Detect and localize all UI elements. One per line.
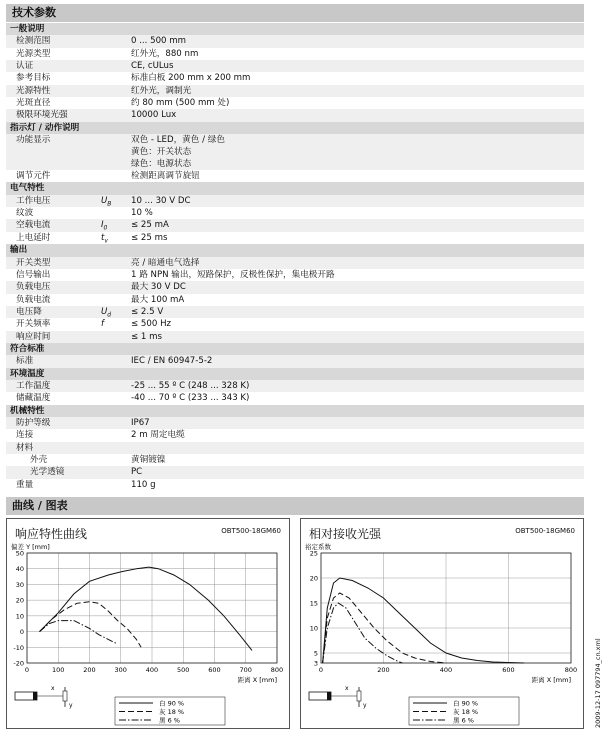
- section-title: 技术参数: [12, 6, 56, 19]
- spec-row: [6, 454, 584, 466]
- spec-value: 2 m 周定电缆: [131, 430, 185, 441]
- series-line: [323, 578, 524, 663]
- spec-label: 负载电压: [16, 282, 51, 293]
- distance-x-label: x: [345, 685, 349, 692]
- distance-x-label: x: [51, 685, 55, 692]
- spec-value: 110 g: [131, 479, 156, 490]
- spec-row: [6, 479, 584, 491]
- y-tick-label: 25: [309, 549, 318, 558]
- y-tick-label: -10: [13, 643, 24, 652]
- spec-label: 标准: [16, 356, 34, 367]
- target-sketch: [63, 691, 67, 701]
- spec-value: 红外光，880 nm: [131, 48, 199, 59]
- spec-row: [6, 219, 584, 231]
- legend-label: 白 90 %: [159, 699, 185, 708]
- x-tick-label: 100: [52, 666, 65, 674]
- y-tick-label: 15: [309, 599, 318, 608]
- y-tick-label: 5: [313, 649, 318, 658]
- spec-label: 重量: [16, 479, 34, 490]
- spec-label: 纹波: [16, 208, 34, 219]
- spec-row: [6, 232, 584, 244]
- spec-row: [6, 170, 584, 182]
- spec-row: [6, 97, 584, 109]
- spec-group-label: 一般说明: [10, 24, 45, 34]
- spec-group-label: 符合标准: [10, 343, 45, 354]
- sensor-lens: [327, 692, 331, 700]
- spec-label: 极限环境光强: [16, 110, 68, 121]
- spec-value: 10000 Lux: [131, 110, 177, 121]
- spec-label: 上电延时: [16, 232, 51, 243]
- x-tick-label: 200: [377, 666, 390, 674]
- x-tick-label: 0: [318, 666, 324, 674]
- spec-group-label: 指示灯 / 动作说明: [10, 122, 80, 133]
- spec-row: [6, 417, 584, 429]
- spec-label: 光斑直径: [16, 98, 51, 109]
- spec-group-header: [6, 23, 584, 35]
- spec-label: 材料: [16, 442, 34, 453]
- spec-value: IEC / EN 60947-5-2: [131, 356, 213, 367]
- y-axis-label: 偏差 Y [mm]: [11, 543, 50, 551]
- spec-row: [6, 318, 584, 330]
- x-tick-label: 400: [439, 666, 453, 674]
- series-line: [40, 602, 142, 648]
- spec-label: 电压降: [16, 306, 42, 317]
- x-tick-label: 600: [208, 666, 221, 674]
- spec-label: 开关类型: [16, 257, 51, 268]
- spec-label: 光学透镜: [30, 467, 65, 478]
- chart-title: 相对接收光强: [309, 527, 382, 541]
- spec-value: 标准白板 200 mm x 200 mm: [131, 73, 251, 84]
- spec-table: [6, 23, 584, 491]
- spec-group-header: [6, 244, 584, 256]
- spec-row: [6, 294, 584, 306]
- y-tick-label: 3: [313, 659, 318, 668]
- spec-symbol: $U_B$: [101, 195, 112, 208]
- spec-group-header: [6, 343, 584, 355]
- spec-group-header: [6, 405, 584, 417]
- legend-label: 白 90 %: [453, 699, 479, 708]
- x-tick-label: 400: [145, 666, 159, 674]
- spec-symbol: $t_v$: [101, 232, 108, 245]
- spec-value: 检测距离调节旋钮: [131, 171, 200, 182]
- series-line: [323, 603, 403, 663]
- spec-value: 黄铜镀镍: [131, 455, 166, 465]
- spec-label: 功能显示: [16, 135, 51, 146]
- spec-label: 工作温度: [16, 380, 51, 391]
- spec-value: -40 ... 70 º C (233 ... 343 K): [131, 393, 250, 404]
- offset-y-label: y: [69, 702, 73, 709]
- spec-label: 参考目标: [16, 73, 51, 84]
- spec-row: [6, 392, 584, 404]
- spec-value: 约 80 mm (500 mm 处): [131, 98, 230, 109]
- spec-group-header: [6, 368, 584, 380]
- chart-panel-intensity: [300, 518, 584, 729]
- spec-row: [6, 380, 584, 392]
- spec-label: 空载电流: [16, 220, 51, 231]
- x-tick-label: 600: [502, 666, 515, 674]
- spec-value: 10 ... 30 V DC: [131, 195, 191, 206]
- y-tick-label: 30: [15, 580, 24, 589]
- spec-label: 储藏温度: [16, 393, 51, 404]
- spec-group-label: 环境温度: [10, 368, 45, 379]
- spec-label: 防护等级: [16, 417, 51, 428]
- spec-value: ≤ 2.5 V: [131, 306, 164, 317]
- spec-value: 0 ... 500 mm: [131, 36, 187, 47]
- spec-label: 信号输出: [16, 269, 51, 280]
- spec-value: [131, 134, 225, 170]
- section-header-curves: [6, 497, 584, 515]
- spec-row: [6, 109, 584, 121]
- spec-value: ≤ 25 ms: [131, 232, 168, 243]
- x-axis-label: 距离 X [mm]: [531, 676, 571, 684]
- y-tick-label: 10: [15, 612, 24, 621]
- spec-value: 1 路 NPN 输出，短路保护，反极性保护，集电极开路: [131, 269, 335, 280]
- spec-row: [6, 207, 584, 219]
- spec-label: 工作电压: [16, 195, 51, 206]
- spec-value: IP67: [131, 417, 150, 428]
- spec-row: [6, 442, 584, 454]
- spec-symbol: $I_0$: [101, 220, 108, 233]
- spec-row: [6, 331, 584, 343]
- spec-symbol: $U_d$: [101, 306, 112, 319]
- y-tick-label: 10: [309, 624, 318, 633]
- spec-row: [6, 281, 584, 293]
- series-line: [40, 621, 118, 645]
- spec-label: 调节元件: [16, 171, 51, 182]
- legend-label: 黑 6 %: [453, 716, 474, 725]
- spec-value: 亮 / 暗通电气选择: [131, 257, 200, 268]
- intensity-curve-chart: [301, 519, 585, 730]
- spec-group-label: 输出: [10, 245, 28, 256]
- spec-value: 红外光，调制光: [131, 85, 192, 96]
- spec-value: PC: [131, 467, 143, 478]
- legend-label: 灰 18 %: [159, 708, 185, 716]
- spec-label: 负载电流: [16, 294, 51, 305]
- x-tick-label: 200: [83, 666, 96, 674]
- spec-row: [6, 429, 584, 441]
- spec-row: [6, 134, 584, 170]
- y-tick-label: 20: [309, 574, 318, 583]
- spec-row: [6, 355, 584, 367]
- spec-value: 最大 100 mA: [131, 294, 185, 305]
- chart-title: 响应特性曲线: [15, 527, 88, 541]
- spec-group-header: [6, 182, 584, 194]
- spec-row: [6, 48, 584, 60]
- spec-row: [6, 72, 584, 84]
- spec-row: [6, 257, 584, 269]
- spec-value: ≤ 25 mA: [131, 220, 169, 231]
- y-tick-label: 50: [15, 549, 24, 558]
- spec-row: [6, 306, 584, 318]
- y-tick-label: 40: [15, 565, 24, 574]
- x-tick-label: 300: [114, 666, 127, 674]
- spec-row: [6, 466, 584, 478]
- spec-value: ≤ 500 Hz: [131, 319, 172, 330]
- spec-value-line: 双色 - LED，黄色 / 绿色: [131, 135, 225, 146]
- x-tick-label: 800: [564, 666, 578, 674]
- x-tick-label: 800: [270, 666, 284, 674]
- spec-value: 10 %: [131, 208, 153, 219]
- legend-label: 灰 18 %: [453, 708, 479, 716]
- spec-group-label: 机械特性: [10, 405, 45, 416]
- spec-label: 开关频率: [16, 319, 51, 330]
- y-tick-label: 20: [15, 596, 24, 605]
- spec-value: 最大 30 V DC: [131, 282, 186, 293]
- spec-value-line: 绿色：电源状态: [131, 159, 192, 170]
- spec-label: 认证: [16, 61, 34, 72]
- spec-row: [6, 35, 584, 47]
- spec-row: [6, 269, 584, 281]
- x-tick-label: 500: [177, 666, 190, 674]
- section-title: 曲线 / 图表: [12, 499, 68, 512]
- x-axis-label: 距离 X [mm]: [237, 676, 277, 684]
- chart-model: OBT500-18GM60: [515, 527, 575, 535]
- target-sketch: [357, 691, 361, 701]
- x-tick-label: 700: [239, 666, 252, 674]
- spec-value: ≤ 1 ms: [131, 331, 162, 342]
- spec-group-label: 电气特性: [10, 183, 45, 194]
- response-curve-chart: [7, 519, 291, 730]
- y-tick-label: 0: [19, 628, 24, 637]
- spec-symbol: f: [101, 319, 105, 330]
- legend-label: 黑 6 %: [159, 716, 180, 725]
- spec-row: [6, 195, 584, 207]
- y-tick-label: -20: [13, 659, 24, 668]
- offset-y-label: y: [363, 702, 367, 709]
- series-line: [40, 567, 253, 650]
- spec-row: [6, 85, 584, 97]
- sensor-lens: [33, 692, 37, 700]
- spec-label: 外壳: [30, 455, 48, 465]
- y-axis-label: 裕定系数: [305, 543, 331, 551]
- chart-panel-response: [6, 518, 290, 729]
- spec-label: 连接: [16, 430, 34, 441]
- spec-label: 光源类型: [16, 48, 51, 59]
- spec-value: -25 ... 55 º C (248 ... 328 K): [131, 380, 250, 391]
- section-header-technical-data: [6, 4, 584, 22]
- spec-value: CE, cULus: [131, 61, 174, 72]
- spec-label: 检测范围: [16, 36, 51, 47]
- chart-model: OBT500-18GM60: [221, 527, 281, 535]
- spec-group-header: [6, 122, 584, 134]
- x-tick-label: 0: [24, 666, 30, 674]
- document-code: 2009-12-17 097794_cn.xml: [594, 638, 602, 728]
- spec-row: [6, 60, 584, 72]
- spec-value-line: 黄色：开关状态: [131, 147, 192, 158]
- spec-label: 响应时间: [16, 331, 51, 342]
- spec-label: 光源特性: [16, 85, 51, 96]
